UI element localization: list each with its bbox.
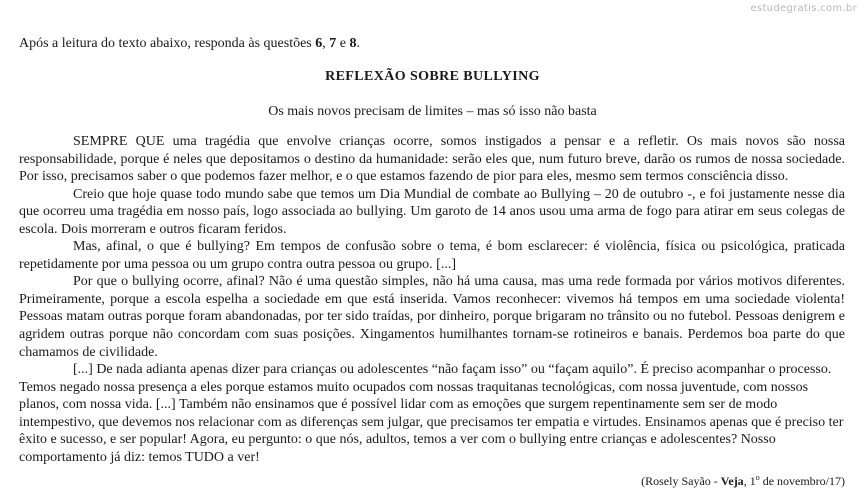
instruction-separator: e xyxy=(336,36,350,51)
article-title: REFLEXÃO SOBRE BULLYING xyxy=(325,69,540,84)
instruction-end: . xyxy=(356,36,360,51)
question-number-7: 7 xyxy=(329,36,337,51)
site-watermark: estudegratis.com.br xyxy=(750,3,857,14)
instruction-text: Após a leitura do texto abaixo, responda às questões xyxy=(19,36,316,51)
source-author: (Rosely Sayão - xyxy=(641,474,721,488)
article-paragraph-2: Creio que hoje quase todo mundo sabe que temos um Dia Mundial de combate ao Bullying – 20 de outubro -, e foi justamente nesse dia que ocorreu uma tragédia em nosso país, logo associada ao bullying. Um garoto de 14 anos usou uma arma de fogo para atirar em seus colegas de escola. Dois morreram e outros ficaram feridos. xyxy=(19,186,845,237)
article-paragraph-4: Por que o bullying ocorre, afinal? Não é uma questão simples, não há uma causa, mas uma rede formada por vários motivos diferentes. Primeiramente, porque a escola espelha a sociedade em que está inserida. Vamos reconhecer: vivemos há tempos em uma sociedade violenta! Pessoas matam outras porque foram abandonadas, por ter sido traídas, por dinheiro, porque brigaram no trânsito ou no futebol. Pessoas denigrem e agridem outras porque não concordam com suas posições. Xingamentos humilhantes tornam-se rotineiros e banais. Perdemos boa parte do que chamamos de civilidade. xyxy=(19,274,845,360)
article-paragraph-1: SEMPRE QUE uma tragédia que envolve crianças ocorre, somos instigados a pensar e a refletir. Os mais novos são nossa responsabilidade, porque é neles que depositamos o destino da humanidade: serão eles que, num futuro breve, darão os rumos de nossa sociedade. Por isso, precisamos saber o que podemos fazer melhor, e o que estamos fazendo de pior para eles, mesmo sem termos consciência disso. xyxy=(19,134,845,185)
article-subtitle: Os mais novos precisam de limites – mas só isso não basta xyxy=(268,104,597,119)
question-number-8: 8 xyxy=(349,36,357,51)
source-ordinal: o xyxy=(755,473,760,482)
article-paragraph-5: [...] De nada adianta apenas dizer para crianças ou adolescentes “não façam isso” ou “façam aquilo”. É preciso acompanhar o processo. Temos negado nossa presença a eles porque estamos muito ocupados com nossas traquitanas tecnológicas, com nossa juventude, com nossos planos, com nossa vida. [...] Também não ensinamos que é possível lidar com as emoções que surgem repentinamente sem ser de modo intempestivo, que devemos nos relacionar com as diferenças sem julgar, que precisamos ter empatia e virtudes. Ensinamos apenas que é preciso ter êxito e sucesso, e ser popular! Agora, eu pergunto: o que nós, adultos, temos a ver com o bullying entre crianças e adolescentes? Nosso comportamento já diz: temos TUDO a ver! xyxy=(19,362,844,465)
source-date: , 1 xyxy=(743,474,756,488)
article-body xyxy=(19,133,845,466)
article-paragraph-3: Mas, afinal, o que é bullying? Em tempos de confusão sobre o tema, é bom esclarecer: é violência, física ou psicológica, praticada repetidamente por uma pessoa ou um grupo contra outra pessoa ou grupo. [...] xyxy=(19,239,845,272)
instruction-separator: , xyxy=(322,36,330,51)
source-citation xyxy=(641,474,845,488)
question-number-6: 6 xyxy=(315,36,323,51)
source-publication: Veja xyxy=(720,474,744,488)
source-date-end: de novembro/17) xyxy=(759,474,845,488)
instruction-line xyxy=(19,36,360,52)
